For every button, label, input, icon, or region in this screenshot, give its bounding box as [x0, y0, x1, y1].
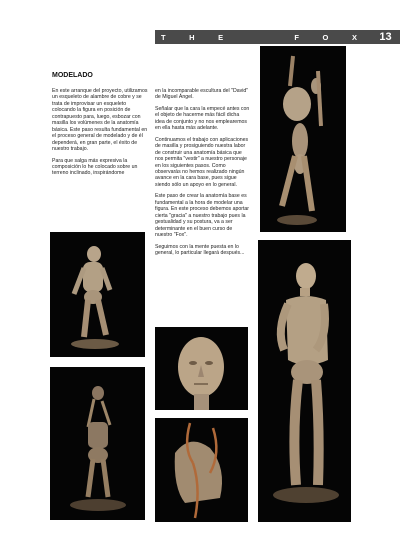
paragraph: En este arranque del proyecto, utilizamos un esqueleto de alambre de cobre y se trata de improvisar un esqueleto colocando la figura en posición de contrapuesto para, luego, esbozar con masilla los volúmenes de la anatomía básica. Este paso resulta fundamental en el proceso general de modelado y de él dependerá, en gran parte, el éxito de nuestro trabajo. — [52, 88, 148, 153]
paragraph: Continuamos el trabajo con aplicaciones de masilla y prosiguiendo nuestra labor de construir una anatomía básica que nos permita "vestir" a nuestro personaje en los siguientes pasos. Como observarás no hemos realizado ningún avance en la cara base, pues sigue siendo sólo un apoyo en lo general. — [155, 136, 249, 188]
paragraph: en la incomparable escultura del "David" de Miguel Ángel. — [155, 88, 249, 101]
paragraph: Para que salga más expresiva la composición lo he colocado sobre un terreno inclinado, inspirándome — [52, 157, 138, 177]
photo-torso-wire — [155, 418, 248, 522]
paragraph: Seguimos con la mente puesta en lo general, lo particular llegará después... — [155, 243, 245, 256]
section-title: MODELADO — [52, 72, 93, 79]
title-letter: E — [218, 32, 224, 42]
title-letter: X — [351, 32, 357, 42]
title-letter: H — [189, 32, 195, 42]
text-column-2 — [155, 88, 250, 261]
magazine-title — [161, 30, 357, 44]
photo-contrapposto-figure — [50, 232, 145, 357]
page-number: 13 — [371, 30, 400, 44]
photo-armature-walking — [260, 46, 346, 232]
text-column-1 — [52, 88, 148, 182]
photo-full-figure — [258, 240, 351, 522]
photo-head-closeup — [155, 327, 248, 410]
title-letter: O — [322, 32, 329, 42]
title-letter: T — [161, 32, 166, 42]
title-letter: F — [294, 32, 299, 42]
photo-armature-base — [50, 367, 145, 520]
paragraph: Señalar que la cara la empecé antes con el objeto de hacerme más fácil dicha idea de conjunto y no nos emplearemos en ella hasta más adelante. — [155, 105, 250, 132]
header-bar — [155, 30, 400, 44]
paragraph: Este paso de crear la anatomía base es fundamental a la hora de modelar una figura. En este proceso debemos aportar cierta "gracia" a nuestro trabajo pues la gestualidad y su postura, va a ser determinante en el buen curso de nuestro "Fox". — [155, 193, 250, 239]
